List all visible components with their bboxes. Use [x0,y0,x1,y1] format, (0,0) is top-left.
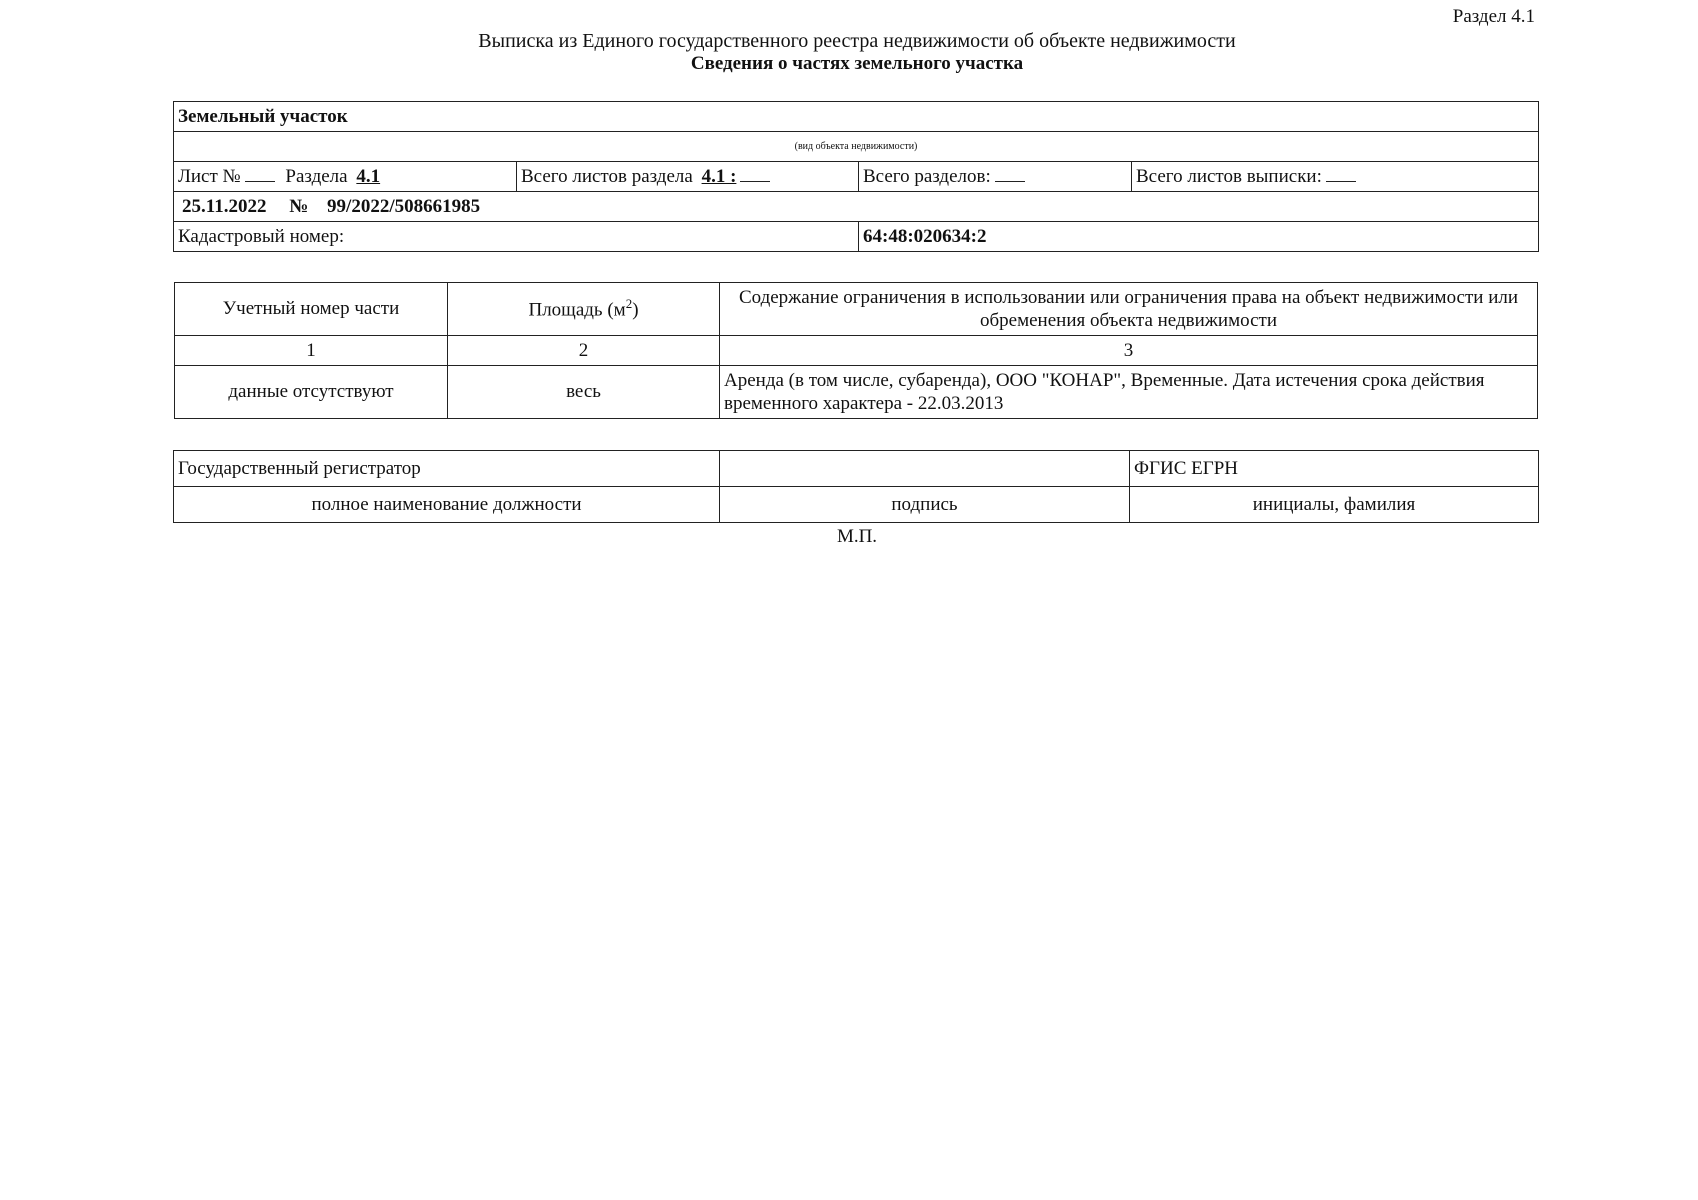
column-number-2: 2 [448,336,720,366]
header-area-sup: 2 [625,296,633,312]
total-sheets-extract-cell [1132,162,1539,192]
header-area-label: Площадь (м [528,299,626,321]
extract-number: 99/2022/508661985 [327,195,481,217]
header-part-number: Учетный номер части [175,283,448,336]
position-caption: полное наименование должности [174,487,720,523]
total-sheets-section-cell [517,162,859,192]
part-number-value: данные отсутствуют [175,366,448,419]
total-sheets-section-blank [740,167,770,182]
document-subtitle: Сведения о частях земельного участка [690,53,1024,74]
total-sheets-extract-blank [1326,167,1356,182]
total-sheets-extract-label: Всего листов выписки: [1136,165,1322,187]
cadastral-label: Кадастровый номер: [174,222,859,252]
total-sheets-section-label: Всего листов раздела [521,165,693,187]
total-sections-cell [859,162,1132,192]
sheet-no-label: Лист № [178,165,241,187]
sheet-no-blank [245,167,275,182]
total-sheets-section-value: 4.1 : [701,165,737,187]
name-caption: инициалы, фамилия [1130,487,1539,523]
registrar-position: Государственный регистратор [174,451,720,487]
restriction-content: Аренда (в том числе, субаренда), ООО "КОНАР", Временные. Дата истечения срока действия временного характера - 22.03.2013 [720,366,1538,419]
extract-date: 25.11.2022 [182,195,267,217]
column-number-1: 1 [175,336,448,366]
table-row [175,366,1538,419]
area-value: весь [448,366,720,419]
object-type-caption: (вид объекта недвижимости) [174,132,1539,162]
signature-field [720,451,1130,487]
sheet-number-cell [174,162,517,192]
cadastral-number: 64:48:020634:2 [859,222,1539,252]
document-title: Выписка из Единого государственного реестра недвижимости об объекте недвижимости [478,30,1236,52]
object-type: Земельный участок [174,102,1539,132]
signature-table [173,450,1539,523]
total-sections-blank [995,167,1025,182]
extract-number-sign: № [289,195,309,217]
header-area [448,283,720,336]
header-area-close: ) [632,299,639,321]
section-value: 4.1 [356,165,381,187]
registrar-name: ФГИС ЕГРН [1130,451,1539,487]
section-label: Раздел 4.1 [1452,6,1535,27]
object-header-table [173,101,1539,252]
stamp-place: М.П. [836,526,878,547]
section-of-label: Раздела [285,165,348,187]
signature-caption: подпись [720,487,1130,523]
column-number-3: 3 [720,336,1538,366]
extract-date-number [174,192,1539,222]
parts-table [174,282,1538,419]
header-content: Содержание ограничения в использовании или ограничения права на объект недвижимости или обременения объекта недвижимости [720,283,1538,336]
total-sections-label: Всего разделов: [863,165,991,187]
